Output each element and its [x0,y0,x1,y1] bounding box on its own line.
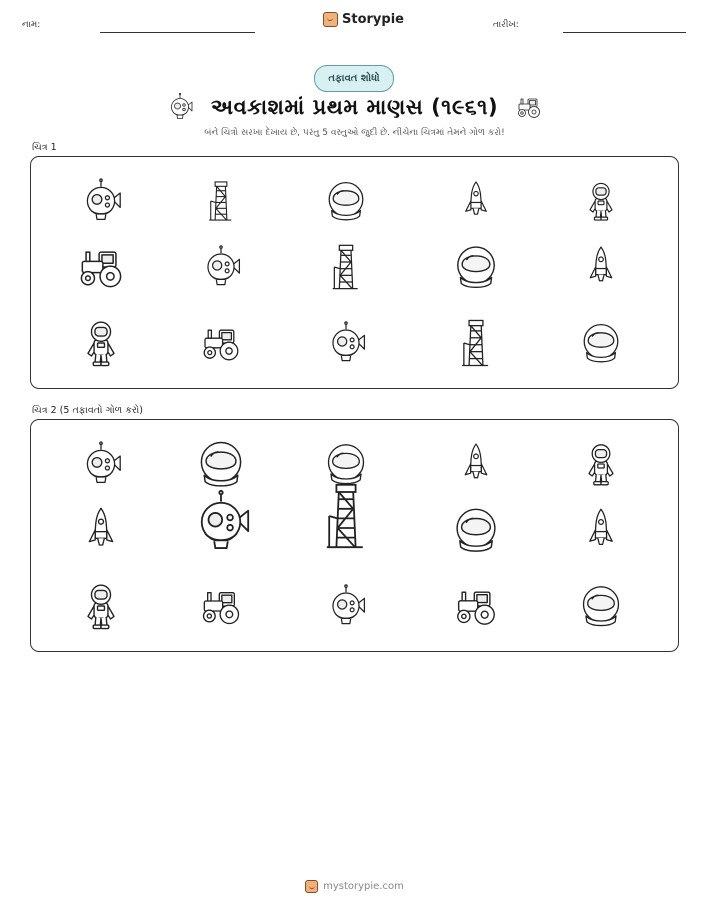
tower-icon[interactable] [321,242,371,292]
rocket-icon[interactable] [76,505,126,555]
picture2-panel [30,419,679,652]
brand-logo [323,12,404,27]
submarine-icon[interactable] [323,583,369,629]
rocket-icon[interactable] [577,506,625,554]
tractor-icon[interactable] [73,239,129,295]
brand-name: Storypie [342,12,404,27]
instructions: બંને ચિત્રો સરખા દેખાય છે, પરંતુ 5 વસ્તુઓ જુદી છે. નીચેના ચિત્રમાં તેમને ગોળ કરો! [204,128,505,138]
helmet-icon[interactable] [449,503,503,557]
date-line[interactable] [563,32,686,33]
page-title: અવકાશમાં પ્રથમ માણસ (૧૯૬૧) [210,94,499,119]
submarine-icon[interactable] [198,244,244,290]
submarine-icon [165,92,195,122]
rocket-icon[interactable] [454,179,498,223]
submarine-icon[interactable] [77,177,125,225]
astronaut-icon[interactable] [75,317,127,369]
title-row [0,91,709,123]
footer [0,880,709,893]
rocket-icon[interactable] [578,244,624,290]
astronaut-icon[interactable] [577,440,625,488]
tractor-icon[interactable] [197,319,245,367]
storypie-icon [323,12,338,27]
astronaut-icon[interactable] [75,580,127,632]
name-line[interactable] [100,32,255,33]
helmet-icon[interactable] [193,436,249,492]
submarine-icon[interactable] [187,488,255,556]
submarine-icon[interactable] [323,320,369,366]
footer-url[interactable]: mystorypie.com [323,881,404,892]
picture1-label: ચિત્ર 1 [32,142,57,153]
picture1-panel [30,156,679,389]
tractor-icon[interactable] [196,581,246,631]
storypie-icon [305,880,318,893]
helmet-icon[interactable] [577,319,625,367]
tower-icon[interactable] [310,480,382,552]
name-label: નામ: [22,20,41,30]
astronaut-icon[interactable] [579,179,623,223]
date-label: તારીખ: [493,20,519,30]
tractor-icon[interactable] [450,580,502,632]
helmet-icon[interactable] [450,241,502,293]
helmet-icon[interactable] [322,177,370,225]
tower-icon[interactable] [199,179,243,223]
rocket-icon[interactable] [453,441,499,487]
tower-icon[interactable] [450,317,502,369]
helmet-icon[interactable] [576,581,626,631]
picture2-label: ચિત્ર 2 (5 તફાવતો ગોળ કરો) [32,405,143,416]
find-differences-badge: તફાવત શોધો [314,65,394,92]
tractor-icon [514,92,544,122]
submarine-icon[interactable] [77,440,125,488]
